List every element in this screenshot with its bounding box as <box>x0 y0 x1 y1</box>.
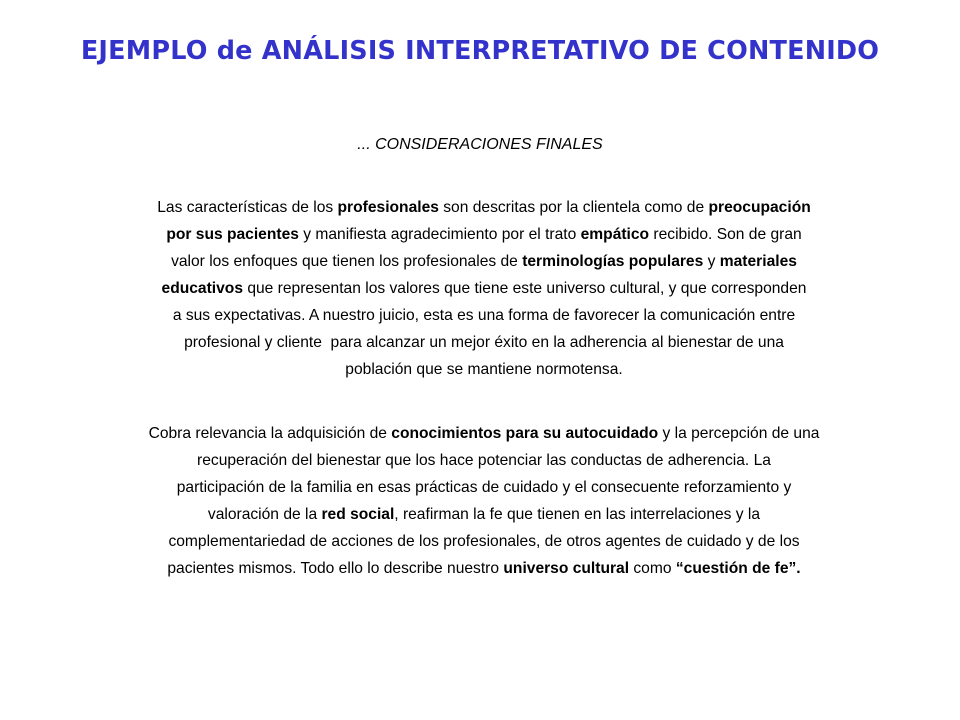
text-run: son descritas por la clientela como de <box>438 199 709 216</box>
text-run: pacientes mismos. Todo ello lo describe nuestro <box>167 560 504 577</box>
paragraph-line <box>78 221 890 248</box>
bold-term: universo cultural <box>503 560 630 577</box>
paragraph-line <box>78 302 890 329</box>
text-run: recuperación del bienestar que los hace potenciar las conductas de adherencia. La <box>197 452 771 469</box>
bold-term: red social <box>321 506 395 523</box>
text-run: y la percepción de una <box>658 425 820 442</box>
text-run: y <box>703 253 720 270</box>
text-run: participación de la familia en esas prácticas de cuidado y el consecuente reforzamiento y <box>176 479 792 496</box>
text-run: población que se mantiene normotensa. <box>345 361 623 378</box>
paragraph-line <box>78 248 890 275</box>
paragraph-2 <box>74 420 894 582</box>
paragraph-line <box>74 501 894 528</box>
bold-term: educativos <box>161 280 243 297</box>
text-run: valoración de la <box>207 506 322 523</box>
paragraph-line <box>74 447 894 474</box>
paragraph-line <box>74 420 894 447</box>
paragraph-line <box>74 528 894 555</box>
text-run: complementariedad de acciones de los profesionales, de otros agentes de cuidado y de los <box>168 533 800 550</box>
text-run: recibido. Son de gran <box>649 226 802 243</box>
section-subtitle: ... CONSIDERACIONES FINALES <box>357 136 603 153</box>
text-run: valor los enfoques que tienen los profesionales de <box>171 253 523 270</box>
text-run: como <box>629 560 676 577</box>
text-run: y manifiesta agradecimiento por el trato <box>298 226 581 243</box>
paragraph-line <box>78 275 890 302</box>
bold-term: profesionales <box>337 199 439 216</box>
paragraph-line <box>74 474 894 501</box>
text-run: Las características de los <box>157 199 338 216</box>
paragraph-1 <box>78 194 890 383</box>
bold-term: preocupación <box>708 199 811 216</box>
bold-term: conocimientos para su autocuidado <box>391 425 659 442</box>
text-run: Cobra relevancia la adquisición de <box>148 425 392 442</box>
text-run: que representan los valores que tiene este universo cultural, y que corresponden <box>243 280 807 297</box>
paragraph-line <box>78 356 890 383</box>
bold-term: materiales <box>719 253 797 270</box>
paragraph-line <box>74 555 894 582</box>
text-run: profesional y cliente para alcanzar un mejor éxito en la adherencia al bienestar de una <box>184 334 784 351</box>
bold-term: por sus pacientes <box>166 226 299 243</box>
bold-term: “cuestión de fe”. <box>675 560 801 577</box>
page-title: EJEMPLO de ANÁLISIS INTERPRETATIVO DE CONTENIDO <box>80 36 880 66</box>
text-run: a sus expectativas. A nuestro juicio, esta es una forma de favorecer la comunicación entre <box>172 307 796 324</box>
bold-term: terminologías populares <box>522 253 704 270</box>
text-run: , reafirman la fe que tienen en las interrelaciones y la <box>394 506 761 523</box>
paragraph-line <box>78 329 890 356</box>
paragraph-line <box>78 194 890 221</box>
bold-term: empático <box>580 226 650 243</box>
